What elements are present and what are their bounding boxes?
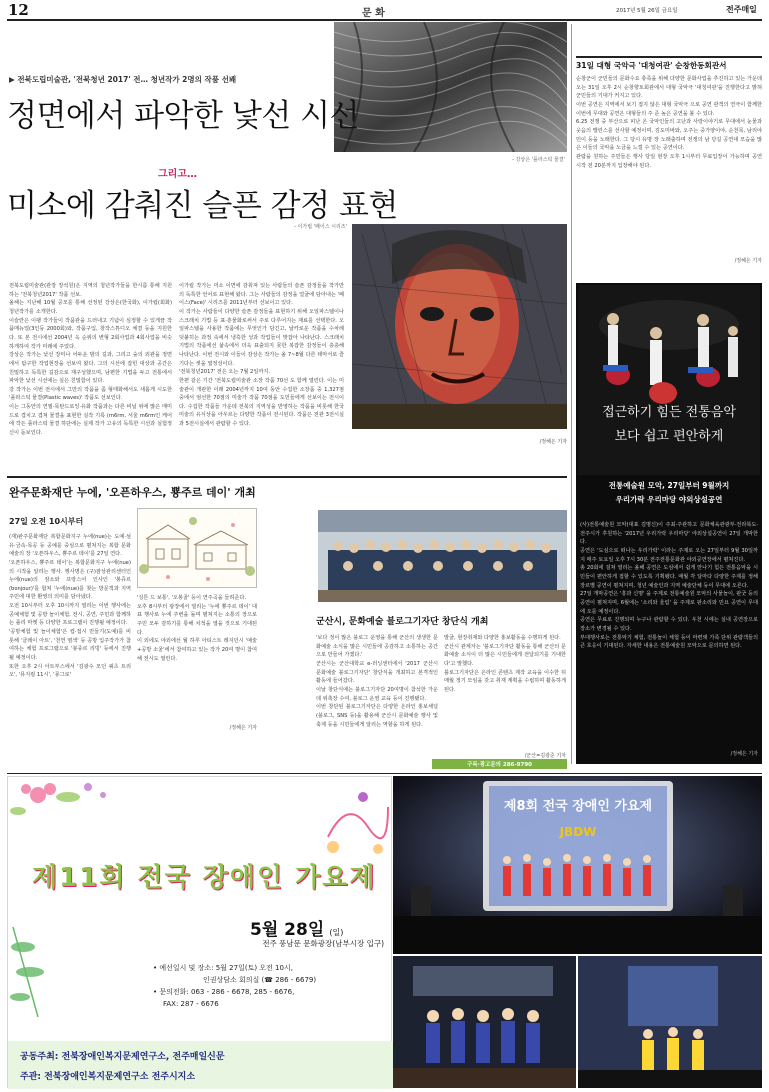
- paragraph: '전북청년2017' 전은 오는 7월 2일까지.: [179, 369, 271, 376]
- sunchang-byline: /정혜은 기자: [734, 258, 762, 264]
- photo-caption-1: - 강상은 '플라스틱 물결': [512, 157, 565, 163]
- plastic-waves-photo: [334, 22, 567, 152]
- group-photo: [318, 510, 567, 602]
- paragraph: 오후 8시부터 광장에서 열리는 '누에 뿅주르 데이' 대표 행사로 누에 주변을 돌며 펼쳐지는 소통의 장으로 주민 모두 감하기를 통해 치적을 열을 것으로 기대된다.: [137, 603, 257, 636]
- ad-contact-fax: FAX: 287 - 6676: [163, 1000, 219, 1008]
- paragraph: '공방체험 및 놀이체험'은 컵·접시 만들기(도예)를 비롯해 '클레이 아트', '천연 염색' 등 공방 입주작가가 참여하는 체험 프로그램으로 '봉쥬르 리빙' 등에서 진행될 예정이다.: [9, 629, 131, 661]
- paragraph: 27일 개막공연은 '흥과 신명' 을 주제로 전통예술원 모악의 사물놀이, 판굿 등의 공연이 펼쳐지며, 6월에는 '소리와 울림' 을 주제로 판소리와 민요 공연이 무대에 오를 예정이다.: [580, 591, 758, 615]
- ad-contact-phone: 문의전화: 063 - 286 - 6678, 285 - 6676,: [159, 988, 295, 996]
- paragraph: 공연은 '도심으로 떠나는 우리가락' 이라는 주제로 오는 27일부터 9월 30일까지 매주 토요일 오후 7시 30분 전주전통문화관 야외공연장에서 펼쳐진다.: [580, 547, 758, 563]
- panel-sub-2: 우리가락 우리마당 야외상설공연: [615, 495, 723, 504]
- paragraph: (사)전통예술원 모악(대표 김명신)이 주최·주관하고 문화체육관광부·전라북도·전주시가 후원하는 '2017년 우리가락 우리마당' 야외상설공연이 27일 개막한다.: [580, 522, 758, 546]
- paragraph: 이번 공연은 지역에서 보기 접지 않은 대형 국악극 으로 공연 관객의 연극이 함께한 이번에 무대와 공연은 대형들의 주 준 높은 공연을 볼 수 있다.: [576, 101, 762, 117]
- performers-group: [393, 956, 576, 1088]
- ad-info: [153, 962, 388, 1010]
- flower-decoration: [8, 777, 128, 837]
- face-series-photo: [352, 224, 567, 429]
- ad-venue: 전주 풍남문 문화광장(남부시장 입구): [262, 939, 384, 948]
- ad-co-hosts: 공동주최: 전북장애인복지문제연구소, 전주매일신문: [20, 1052, 225, 1062]
- stage-sign-text: JBDW: [559, 825, 597, 839]
- face-artwork: [352, 224, 567, 429]
- art-body-col2: [179, 282, 344, 429]
- section-name: 문 화: [362, 8, 385, 19]
- panel-sub-1: 전통예술원 모악, 27일부터 9월까지: [608, 481, 730, 490]
- panel-headline-1: 접근하기 힘든 전통음악: [602, 405, 736, 420]
- blogger-group: [318, 510, 567, 602]
- ad-date-block: [250, 915, 343, 940]
- stage-photo-right: [578, 956, 762, 1088]
- paragraph: 또한 오후 2시 아트부스에서 '김광수 모던 쿼츠 트리오', '뮤지컬 11시', '몽그로': [9, 663, 131, 679]
- ad-info-line: [153, 974, 388, 986]
- panel-body: [580, 521, 758, 651]
- festival-ad[interactable]: [7, 776, 762, 1088]
- ad-info-line: [153, 986, 388, 998]
- bullet-icon: •: [153, 988, 160, 996]
- ad-left-panel: [7, 776, 392, 1088]
- paragraph: 이가립 작가는 미소 이면에 감춰져 있는 사람들의 슬픈 감정들을 작가만의 독특한 언어로 표현해 왔다. 그는 사람들의 감정을 얼굴에 담아내는 '페이스(Face)' 시리즈를 2011년부터 선보이고 있다.: [179, 283, 344, 307]
- headline-connector: 그리고…: [158, 169, 197, 180]
- paragraph: 총 20회에 걸쳐 열리는 올해 공연은 도심에서 쉽게 만나기 힘든 전통음악을 시민들이 편안하게 접할 수 있도록 기획됐다. 매월 각 달마다 다양한 주제를 정해 장르별 공연이 펼쳐지며, 청년 예술인과 지역 예술단체 등이 무대에 오른다.: [580, 565, 758, 589]
- paragraph: 발굴, 현장취재와 다양한 홍보활동을 수행하게 된다.: [444, 635, 561, 641]
- art-body-col1: [9, 282, 172, 438]
- sunchang-article: [576, 24, 762, 274]
- ad-title: 제11회 전국 장애인 가요제: [32, 863, 377, 893]
- stage-photo-main: [393, 776, 762, 954]
- gunsan-body-col1: [316, 634, 438, 729]
- paragraph: 이번 창단된 블로그기자단은 다양한 온라인 홍보채널(블로그, SNS 등)을 활용해 군산시 문화예술 행사 및 축제 등을 시민들에게 알리는 역할을 하게 된다.: [316, 704, 438, 728]
- drum-performers: [578, 285, 760, 475]
- gunsan-body-col2: [444, 634, 566, 695]
- headline-primary: 정면에서 파악한 낯선 시선: [7, 98, 359, 134]
- paragraph: 순창군이 군민들의 문화수요 충족을 위해 다양한 문화사업을 추진하고 있는 가운데 오는 31일 오후 2시 순창향토회관에서 대형 국악극 '대청여관'을 진행한다고 밝혀 군민들의 기대가 커지고 있다.: [576, 76, 762, 100]
- paragraph: 이는 그동안의 연필·목탄드로잉·유화 작품과는 다른 비닐 위에 많은 매미드로 겹치고 겹쳐 물결을 표현한 실작 기록 (m6rm, 서울 m6rm인 케어에 작든 플라스틱 물결 하단에는 실제 작가 고유의 독특한 시선과 실험정신이 돋보인다.: [9, 404, 172, 437]
- photo-caption-2: - 이가립 '페이스 시리즈': [294, 224, 347, 230]
- ad-organizer: 주관: 전북장애인복지문제연구소 전주시지소: [20, 1072, 196, 1082]
- paragraph: 올해는 지난해 10월 공모를 통해 선정된 강상은(한국화), 이가립(회화) 청년작가를 소개한다.: [9, 300, 172, 315]
- leaf-decoration: [8, 927, 68, 1017]
- doodle-decoration: [308, 777, 393, 867]
- paragraph: '오픈하우스, 뿅주르 데이'는 복합문화지구 누에(nue)의 시작을 알리는 행사. 행사명은 (구)잠상관리센터인 누에(nue)의 잠소와 프랑스어 인사인 '봉쥬르(bonjour)'를 합쳐 '누에(nue)를 찾는 방문객과 지역주민에 대한 환영의 의미를 담아냈다.: [9, 559, 131, 601]
- gunsan-headline: 군산시, 문화예술 블로그기자단 창단식 개최: [316, 617, 489, 627]
- paragraph: 군산시 관계자는 '블로그기자단 활동을 통해 군산의 문화예술 소식이 더 많은 시민들에게 전달되기를 기대한다'고 말했다.: [444, 643, 566, 667]
- page-header: [0, 0, 769, 20]
- paragraph: 강 작가는 이번 전시에서 그만의 작품을 좀 형태화해서도 새롭게 시도한 '플라스틱 물결(Plastic waves)' 작품도 선보인다.: [9, 386, 172, 402]
- wanju-date-line: 27일 오전 10시부터: [9, 517, 84, 526]
- page-number: 12: [8, 1, 29, 19]
- paragraph: 강상은 작가는 낯선 장미나 어두운 밤의 길과, 그리고 숲의 외관을 정면에서 탐구한 작업현장을 선보여 왔다. 그의 시선에 잡힌 대상과 공간은 친밀하고 독특한 길감으로 재구성했으며, 남편한 기법을 두고 전통에서 파악한 낯선 시선에는 실은 친밀함이 있다.: [9, 352, 172, 385]
- ad-day: (일): [329, 928, 344, 937]
- stage-dancers: [393, 776, 762, 954]
- wanju-body-col2: [137, 594, 257, 663]
- ad-prelim-place: 인권상담소 회의실 (☎ 286 - 6679): [203, 976, 317, 984]
- bullet-icon: •: [153, 964, 160, 972]
- paragraph: 오전 10시부터 오후 10시까지 열리는 이번 행사에는 공예체험 및 공방 놀이체험, 전시, 공연, 주민과 함께하는 플리 마켓 등 다양한 프로그램이 진행될 예정이다.: [9, 603, 131, 627]
- building-drawing: [138, 509, 256, 587]
- headline-secondary: 미소에 감춰진 슬픈 감정 표현: [7, 188, 398, 224]
- ad-organizers: [8, 1041, 393, 1089]
- art-article: [7, 20, 567, 470]
- sunchang-body: [576, 75, 762, 170]
- panel-headline-2: 보다 쉽고 편안하게: [614, 429, 724, 444]
- sunchang-headline: 31일 대형 국악극 '대청여관' 순창한동회관서: [576, 61, 727, 70]
- paragraph: '싱튼 드 보통', '오봉골' 등이 연주곡을 들려준다.: [137, 595, 247, 601]
- ad-divider: [7, 773, 762, 774]
- paragraph: 블로그기자단은 온라인 콘텐츠 제작 교육을 이수한 뒤 매월 정기 모임을 갖고 취재 계획을 수립하며 활동하게 된다.: [444, 669, 566, 693]
- newspaper-name: 전주매일: [726, 5, 757, 14]
- paragraph: 이슬란은 이팽 작가들이 작품관을 드러내고 기념이 심정할 수 있게끔 작품매뉴얼(3인등 2000회)와, 작품구입, 창작스튜디오 체결 등을 지원한다. 또 본 전시에선 2004년 옥 순위의 변형 2회사업과 4회사업을 비슷하게하여 작가 미래에 주었다.: [9, 317, 172, 350]
- paragraph: 이 작가는 사람들이 다양한 슬픈 감정들을 표현하기 위해 오일파스텔이나 스크래치 기법 등 표·흥물화로써서 주로 다루어지는 재료를 선택한다. 오일파스텔을 사용한 작품에는 무엇인가 담긴고, 날카로운 작품을 수차례 덧붙히는 과정 속에서 냉혹한 성과 작업들이 맞잡아 나타난다. 스크래치 기법의 작품에선 삶속에서 더욱 표출되지 못한 복잡한 감정들이 층층해 나타난다. 이번 전시와 이들이 감상은 작가는 올 7~8월 다른 테마서로 즐기다는 셋을 열정성이다.: [179, 308, 344, 367]
- ad-info-line: [153, 998, 388, 1010]
- paragraph: 관람을 원하는 주민들은 행사 당일 현장 오후 1시부터 무료입장이 가능하며 공연 시작 전 20분까지 입장해야 된다.: [576, 153, 762, 169]
- paragraph: 이날 창단식에는 블로그기자단 20여명이 참석한 가운데 위촉장 수여, 블로그 운영 교육 등이 진행됐다.: [316, 686, 438, 702]
- ad-info-line: [153, 962, 388, 974]
- sunchang-top-rule: [576, 56, 762, 58]
- ad-date: 5월 28일: [250, 920, 325, 940]
- nue-illustration: [137, 508, 257, 588]
- subscription-text: 구독·광고문의 286-9790: [467, 762, 532, 768]
- paragraph: 공연은 무료로 진행되며 누구나 관람할 수 있다. 우천 시에는 실내 공연장으로 장소가 변경될 수 있다.: [580, 617, 758, 632]
- stage-performance: [578, 956, 762, 1088]
- wave-artwork: [334, 22, 567, 152]
- gunsan-article: [262, 500, 567, 768]
- gunsan-byline: /군산=김광준 기자: [524, 753, 566, 759]
- panel-byline: /정혜은 기자: [730, 751, 758, 757]
- issue-date: 2017년 5월 26일 금요일: [616, 8, 678, 14]
- art-byline: /정혜은 기자: [539, 439, 567, 445]
- subscription-bar: [432, 759, 567, 769]
- traditional-music-panel: [576, 283, 762, 764]
- wanju-byline: /정혜은 기자: [229, 725, 257, 731]
- wanju-body-col1: [9, 533, 131, 680]
- drum-performance-photo: [578, 285, 760, 475]
- column-divider: [571, 24, 572, 764]
- paragraph: '보다 정이 많은 블로그 운영을 통해 군산의 생생한 문화예술 소식을 많은 시민들에 공감하고 소통하는 공간으로 만들어 가겠다.': [316, 635, 438, 659]
- paragraph: 6.25 전쟁 중 부산으로 피난 온 국악인들의 고난과 사랑이야기로 무대에서 눈물과 웃음의 밸런스를 선사할 예정이며, 김도미바와, 오주는 중가양이야, 순천목, 남리야민이 등을 노래한다. 그 당시 유명 장 노래출하며 전쟁의 남 당길 공연대 모습을 많은 이들의 국악을 노금을 느낄 수 있는 공연이다.: [576, 119, 762, 152]
- stage-photo-left: [393, 956, 576, 1088]
- ad-prelim-info: 예선일시 및 장소: 5월 27일(토) 오전 10시,: [159, 964, 293, 972]
- paragraph: 이 외에도 야외에선 월 하루 아티스트 레지던시 '예술+공방 소울'에서 참여하고 있는 작가 20여 명이 참여해 전시도 열린다.: [137, 638, 257, 662]
- art-kicker: ▶ 전북도립미술관, '전북청년 2017' 전… 청년작가 2명의 작품 선봬: [9, 75, 237, 84]
- wanju-headline: 완주문화재단 누에, '오픈하우스, 뿅주르 데이' 개최: [9, 486, 256, 499]
- paragraph: 군산시는 군산대학교 e-러닝센터에서 '2017 군산시 문화예술 블로그기자단' 창단식을 개최하고 본격적인 활동에 들어갔다.: [316, 660, 438, 685]
- paragraph: 한편 같은 기간 '전북도립미술관 소장 작품 70선 도 함께 열린다. 이는 미술관이 개관한 이래 2004년까지 10여 동안 수집한 소장품 중 1,327점 중에서 엄선한 70점의 미술가 작품 70점을 도민들에게 선보이는 전시이다. 수집한 작품들 가운데 전북의 지역성을 반영하는 작품을 비롯해 한국 미술의 유식상을 아우르는 다양한 작품이 전시된다. 작품은 전관 3전시실과 5전시실에서 관람할 수 있다.: [179, 378, 344, 428]
- stage-banner-text: 제8회 전국 장애인 가요제: [503, 799, 653, 814]
- paragraph: 부대행사로는 전통악기 체험, 전통놀이 체험 등이 마련돼 가족 단위 관람객들의 큰 호응이 기대된다. 자세한 내용은 전통예술원 모악으로 문의하면 된다.: [580, 634, 758, 650]
- paragraph: (재)완주문화재단 복합문화지구 누에(nue)는 도예·섬유·금속·목공 등 공예를 중심으로 펼쳐지는 복합 문화예술의 장 '오픈하우스, 뿅주르 데이'를 27일 연다.: [9, 534, 131, 558]
- paragraph: 전북도립미술관(관장 장석원)은 지역의 청년작가들을 한시름 통해 지원하는 '전북청년2017' 작품 선보.: [9, 283, 172, 298]
